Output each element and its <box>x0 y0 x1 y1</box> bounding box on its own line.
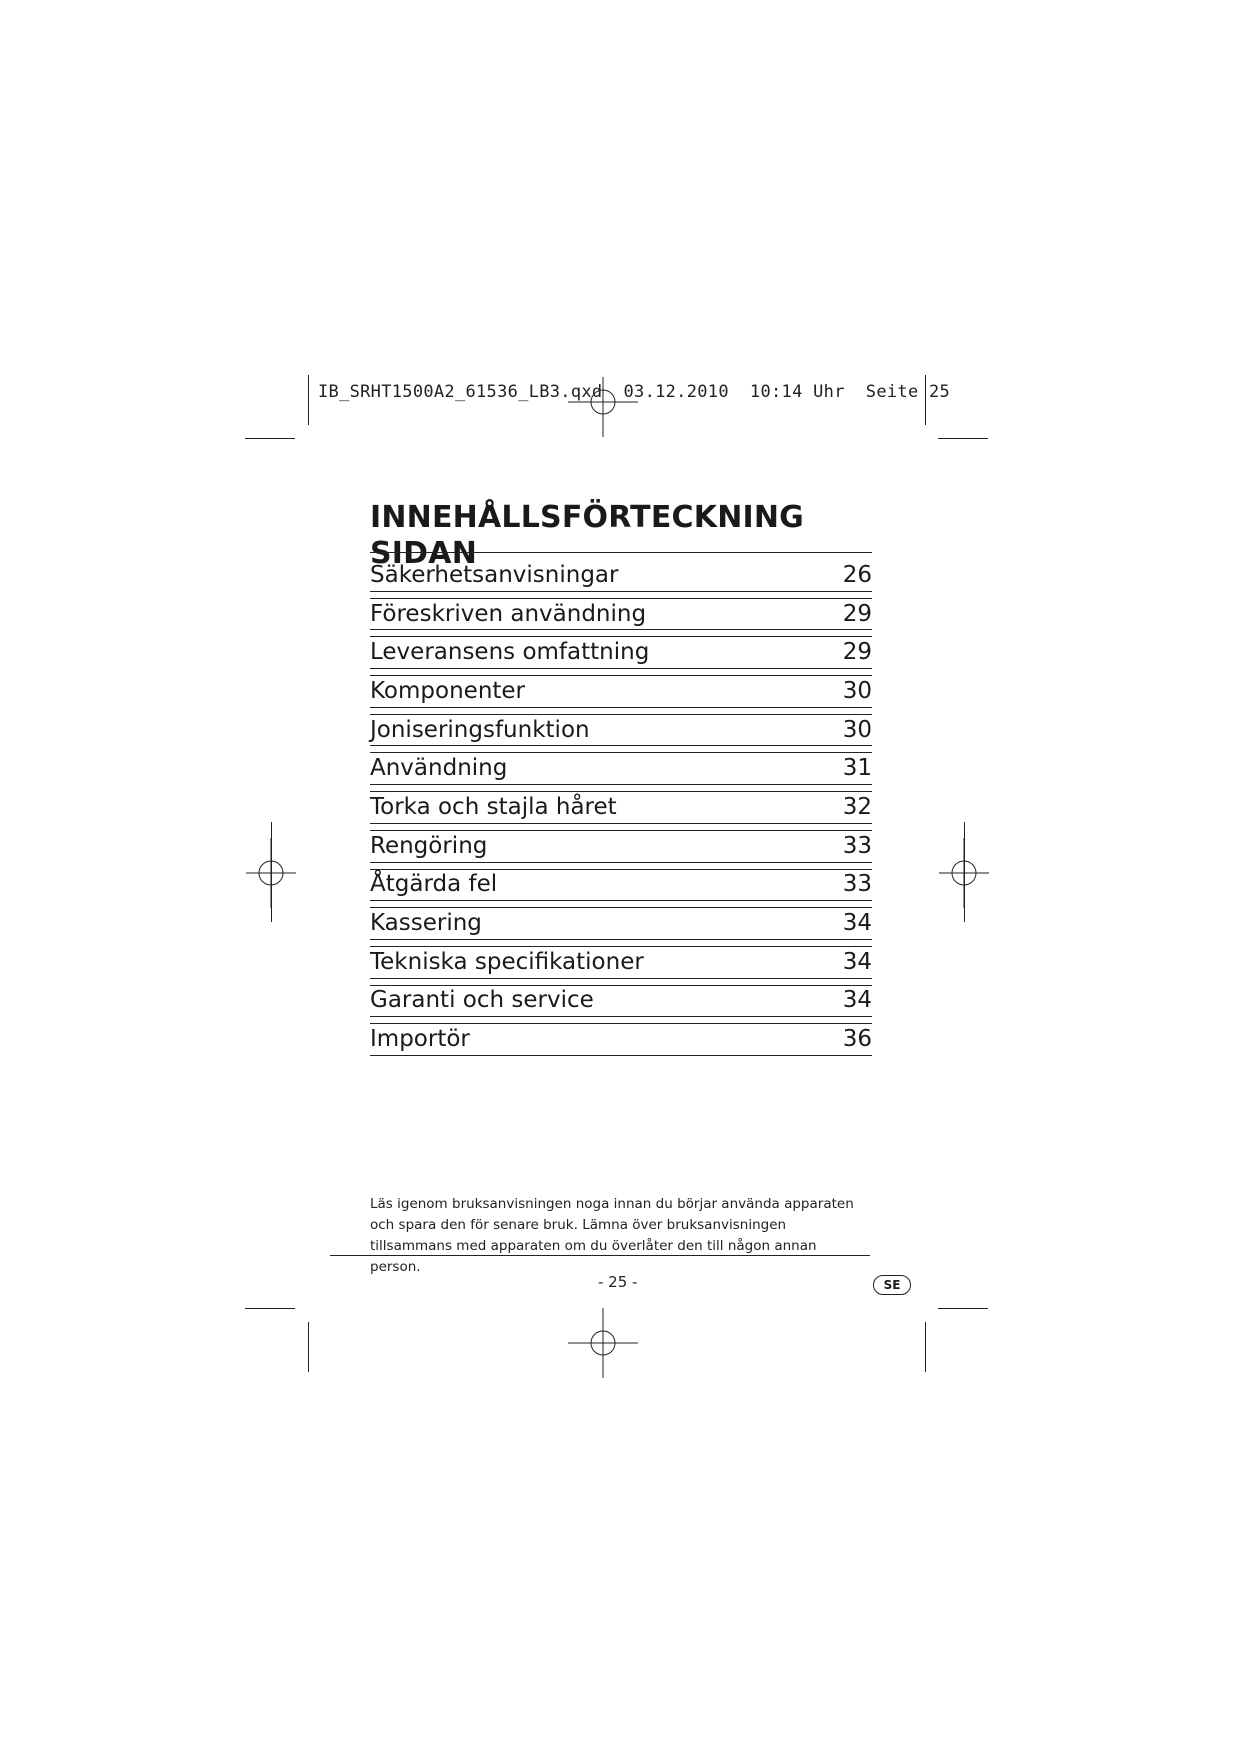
toc-title-right: SIDAN <box>370 536 477 571</box>
toc-row <box>370 746 872 785</box>
toc-label: Föreskriven användning <box>370 600 647 627</box>
crop-mark <box>245 438 295 439</box>
toc-label: Tekniska specifikationer <box>370 948 644 975</box>
toc-row <box>370 1017 872 1056</box>
crop-mark <box>245 1308 295 1309</box>
toc-row <box>370 940 872 979</box>
toc-row <box>370 669 872 708</box>
toc-page: 30 <box>842 677 872 704</box>
toc-row <box>370 863 872 902</box>
toc-row <box>370 630 872 669</box>
toc-label: Garanti och service <box>370 987 594 1014</box>
toc-label: Importör <box>370 1026 470 1053</box>
usage-notice: Läs igenom bruksanvisningen noga innan du börjar använda apparaten och spara den för senare bruk. Lämna över bruksanvisningen tillsammans med apparaten om du överlåter den till någon annan person. <box>370 1195 854 1275</box>
toc-page: 26 <box>842 561 872 588</box>
toc-page: 33 <box>842 871 872 898</box>
toc-label: Joniseringsfunktion <box>370 716 590 743</box>
toc-label: Användning <box>370 755 508 782</box>
toc-label: Säkerhetsanvisningar <box>370 561 619 588</box>
crop-mark <box>308 1322 309 1372</box>
crop-mark <box>308 375 309 425</box>
toc-page: 31 <box>842 755 872 782</box>
toc-page: 30 <box>842 716 872 743</box>
crop-mark <box>925 1322 926 1372</box>
toc-label: Rengöring <box>370 832 488 859</box>
registration-line <box>271 822 272 922</box>
crop-mark <box>938 438 988 439</box>
toc-label: Komponenter <box>370 677 526 704</box>
toc-row <box>370 592 872 631</box>
page-number: - 25 - <box>598 1273 638 1291</box>
print-slug: IB_SRHT1500A2_61536_LB3.qxd 03.12.2010 10:14 Uhr Seite 25 <box>318 382 951 402</box>
toc-label: Åtgärda fel <box>370 871 498 898</box>
registration-line <box>964 822 965 922</box>
toc-title-left: INNEHÅLLSFÖRTECKNING <box>370 500 805 535</box>
toc-page: 33 <box>842 832 872 859</box>
toc-page: 32 <box>842 793 872 820</box>
crop-mark <box>938 1308 988 1309</box>
toc-label: Torka och stajla håret <box>370 793 617 820</box>
toc-row <box>370 824 872 863</box>
registration-mark-top-icon <box>568 367 638 437</box>
toc-page: 34 <box>842 987 872 1014</box>
footer-divider <box>330 1255 870 1256</box>
toc-list <box>370 552 872 1056</box>
toc-label: Kassering <box>370 910 482 937</box>
toc-row <box>370 785 872 824</box>
language-badge: SE <box>873 1275 911 1295</box>
toc-row <box>370 708 872 747</box>
toc-page: 34 <box>842 910 872 937</box>
toc-page: 36 <box>842 1026 872 1053</box>
toc-row <box>370 901 872 940</box>
registration-mark-bottom-icon <box>568 1308 638 1378</box>
toc-page: 29 <box>842 600 872 627</box>
toc-row <box>370 553 872 592</box>
toc-label: Leveransens omfattning <box>370 639 650 666</box>
toc-page: 29 <box>842 639 872 666</box>
toc-row <box>370 979 872 1018</box>
toc-page: 34 <box>842 948 872 975</box>
